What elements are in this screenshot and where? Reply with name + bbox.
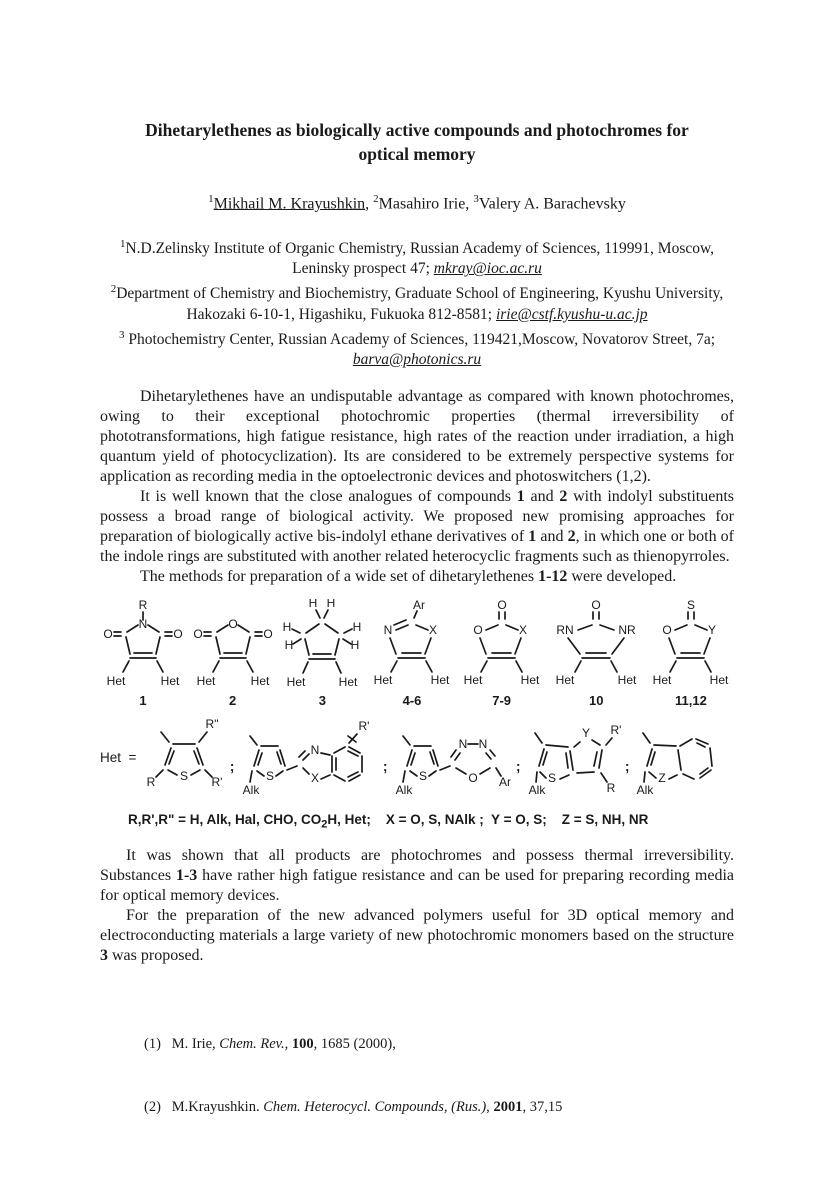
svg-text:H: H	[284, 637, 294, 652]
svg-text:H: H	[352, 619, 362, 634]
svg-text:Het: Het	[555, 672, 575, 687]
het-benzofused-drawing	[631, 712, 733, 804]
svg-text:Y: Y	[707, 622, 716, 637]
svg-text:R': R'	[610, 722, 622, 737]
text-run: Chem. Heterocycl. Compounds, (Rus.),	[263, 1099, 490, 1116]
svg-text:R": R"	[205, 716, 219, 731]
reference-1	[144, 1034, 734, 1055]
svg-text:Ar: Ar	[412, 598, 425, 612]
svg-text:H: H	[282, 619, 292, 634]
separator-semicolon: ;	[229, 757, 235, 774]
svg-text:N: N	[458, 736, 468, 751]
text-run: Department of Chemistry and Biochemistry, Graduate School of Engineering, Kyushu University, Hakozaki 6-10-1, Higashiku, Fukuoka 812-8581;	[116, 285, 724, 323]
svg-text:O: O	[472, 622, 483, 637]
text-run: 1-3	[175, 867, 198, 885]
text-run: 2	[373, 193, 379, 205]
text-run: 2	[559, 487, 568, 505]
svg-text:NR: NR	[618, 622, 636, 637]
svg-text:N: N	[478, 736, 488, 751]
structure-4-6-drawing	[369, 599, 455, 691]
het-thienothiophene-drawing	[522, 712, 624, 804]
svg-text:Y: Y	[582, 725, 591, 740]
structure-11-12-label: 11,12	[675, 692, 707, 708]
structure-7-9-lactone	[459, 599, 545, 708]
text-run: , 37,15	[522, 1099, 563, 1116]
text-run: 2	[321, 818, 328, 831]
structure-10-label: 10	[589, 692, 604, 708]
text-run: 3	[473, 193, 479, 205]
text-run: Chem. Rev.,	[219, 1036, 289, 1053]
text-run: 1-12	[538, 567, 568, 585]
svg-text:Z: Z	[658, 770, 666, 785]
svg-text:Het: Het	[338, 674, 358, 689]
svg-text:O: O	[662, 622, 672, 637]
affiliations-block	[100, 234, 734, 369]
svg-text:Het: Het	[196, 673, 215, 688]
text-run: , 1685 (2000),	[313, 1036, 396, 1053]
text-run: Dihetarylethenes have an undisputable advantage as compared with known photochromes, owing to their exceptional photochromic properties (thermal irreversibility of phototransformations, high fatigue resistance, high rates of the reaction under irradiation, a high quantum yield of photocyclization). Its are considered to be extremely perspective systems for application as recording media in the optoelectronic devices and photoswitchers (1,2).	[100, 387, 734, 485]
structure-11-12-thione	[648, 599, 734, 708]
text-run: 100	[291, 1036, 314, 1053]
svg-text:S: S	[419, 768, 428, 783]
structure-4-6-label: 4-6	[402, 692, 422, 708]
svg-text:Het: Het	[617, 672, 637, 687]
conclusions-body	[100, 846, 734, 966]
text-run: 1	[528, 527, 537, 545]
paragraph-biological-activity	[100, 487, 734, 567]
svg-text:Het: Het	[106, 673, 126, 688]
structure-3-label: 3	[318, 692, 326, 708]
svg-text:O: O	[192, 626, 203, 641]
text-run: Masahiro Irie,	[378, 195, 474, 213]
svg-text:O: O	[496, 598, 507, 612]
paragraph-methods	[100, 567, 734, 587]
paper-title: Dihetarylethenes as biologically active compounds and photochromes for optical memory	[145, 120, 689, 164]
references-block	[144, 992, 734, 1160]
structure-2-label: 2	[229, 692, 237, 708]
reference-2	[144, 1097, 734, 1118]
svg-text:Het: Het	[463, 672, 482, 687]
svg-text:X: X	[311, 770, 320, 785]
svg-text:S: S	[266, 768, 275, 783]
svg-text:N: N	[383, 622, 393, 637]
het-definitions-row	[100, 712, 734, 804]
svg-text:Het: Het	[160, 673, 180, 688]
svg-text:H: H	[308, 598, 318, 610]
email-barva[interactable]: barva@photonics.ru	[352, 350, 482, 368]
svg-text:RN: RN	[556, 622, 574, 637]
structure-3-drawing	[279, 599, 365, 691]
svg-text:Het: Het	[373, 672, 393, 687]
structures-figure	[100, 599, 734, 831]
svg-text:H: H	[350, 637, 360, 652]
abstract-body	[100, 387, 734, 587]
structure-10-drawing	[548, 599, 644, 691]
svg-text:S: S	[548, 770, 557, 785]
structures-row-1	[100, 599, 734, 708]
het-benzazole-drawing	[236, 712, 382, 804]
svg-text:X: X	[428, 622, 437, 637]
svg-text:R: R	[138, 598, 148, 612]
text-run: (2) M.Krayushkin.	[144, 1099, 264, 1116]
structure-1-label: 1	[139, 692, 147, 708]
text-run: 2001	[493, 1099, 523, 1116]
svg-text:X: X	[518, 622, 527, 637]
structure-10-imidazolinone	[548, 599, 644, 708]
authors-line	[100, 193, 734, 213]
svg-text:O: O	[103, 626, 113, 641]
svg-text:O: O	[468, 770, 478, 785]
text-run: 1	[208, 193, 214, 205]
separator-semicolon: ;	[382, 757, 388, 774]
affiliation-3	[100, 325, 734, 370]
text-run: 3	[100, 947, 108, 965]
separator-semicolon: ;	[515, 757, 521, 774]
svg-text:R: R	[606, 780, 616, 795]
separator-semicolon: ;	[624, 757, 630, 774]
text-run: were developed.	[567, 567, 677, 585]
svg-text:H: H	[326, 598, 336, 610]
structure-1-maleimide	[100, 599, 186, 708]
email-mkray[interactable]: mkray@ioc.ac.ru	[433, 260, 542, 278]
affiliation-1	[100, 234, 734, 279]
svg-text:Ar: Ar	[499, 774, 512, 789]
svg-text:O: O	[262, 626, 273, 641]
text-run: with indolyl substituents possess a broad range of biological activity. We proposed new promising approaches for preparation of biologically active bis-indolyl ethane derivatives of	[100, 487, 735, 545]
text-run: was proposed.	[108, 947, 204, 965]
paragraph-advantages	[100, 387, 734, 487]
text-run: , in which one or both of the indole rings are substituted with another related heterocyclic fragments such as thienopyrroles.	[100, 527, 735, 565]
svg-text:Alk: Alk	[528, 782, 546, 797]
paragraph-photochromes	[100, 846, 734, 906]
text-run: ,	[365, 195, 374, 213]
affiliation-2	[100, 279, 734, 324]
het-oxadiazole-drawing	[389, 712, 515, 804]
structure-7-9-drawing	[459, 599, 545, 691]
text-run: (1) M. Irie,	[144, 1036, 220, 1053]
svg-text:Alk: Alk	[636, 782, 654, 797]
figure-legend	[128, 812, 734, 831]
svg-text:O: O	[591, 598, 601, 612]
text-run: N.D.Zelinsky Institute of Organic Chemistry, Russian Academy of Sciences, 119991, Moscow, Leninsky prospect 47;	[125, 240, 715, 278]
svg-text:Het: Het	[250, 673, 269, 688]
text-run: Mikhail M. Krayushkin	[213, 195, 366, 213]
text-run: 1	[516, 487, 525, 505]
text-run: For the preparation of the new advanced polymers useful for 3D optical memory and electroconducting materials a large variety of new photochromic monomers based on the structure	[100, 907, 734, 945]
text-run: It is well known that the close analogues of compounds	[140, 487, 517, 505]
structure-11-12-drawing	[648, 599, 734, 691]
text-run: have rather high fatigue resistance and can be used for preparing recording media for optical memory devices.	[100, 867, 735, 905]
svg-text:Het: Het	[430, 672, 450, 687]
text-run: 1	[119, 238, 126, 251]
text-run: R,R',R" = H, Alk, Hal, CHO, CO	[128, 811, 322, 827]
svg-text:S: S	[686, 598, 695, 612]
svg-text:Alk: Alk	[242, 782, 260, 797]
text-run: 2	[567, 527, 576, 545]
svg-text:N: N	[138, 616, 148, 631]
svg-text:R: R	[146, 774, 156, 789]
svg-text:R': R'	[211, 774, 223, 789]
svg-text:S: S	[180, 768, 189, 783]
svg-text:N: N	[310, 742, 320, 757]
email-irie[interactable]: irie@cstf.kyushu-u.ac.jp	[495, 305, 648, 323]
svg-text:O: O	[173, 626, 183, 641]
text-run: Valery A. Barachevsky	[478, 195, 626, 213]
structure-4-6-azole	[369, 599, 455, 708]
het-thiophene-drawing	[139, 712, 229, 804]
het-equals-label: Het =	[100, 750, 137, 766]
structure-1-drawing	[100, 599, 186, 691]
structure-3-cyclopentene	[279, 599, 365, 708]
text-run: and	[524, 487, 560, 505]
svg-text:Het: Het	[286, 674, 306, 689]
text-run: 2	[110, 283, 117, 296]
structure-2-drawing	[190, 599, 276, 691]
svg-text:Het: Het	[652, 672, 672, 687]
paragraph-polymers	[100, 906, 734, 966]
svg-text:Het: Het	[520, 672, 539, 687]
text-run: Photochemistry Center, Russian Academy of Sciences, 119421,Moscow, Novatorov Street, 7a;	[124, 330, 716, 348]
text-run: H, Het; X = O, S, NAlk ; Y = O, S; Z = S, NH, NR	[327, 811, 649, 827]
text-run: The methods for preparation of a wide set of dihetarylethenes	[140, 567, 539, 585]
text-run: It was shown that all products are photochromes and possess thermal irreversibility. Substances	[100, 847, 734, 885]
svg-text:R': R'	[358, 718, 370, 733]
structure-7-9-label: 7-9	[492, 692, 512, 708]
svg-text:Het: Het	[709, 672, 729, 687]
svg-text:O: O	[227, 616, 238, 631]
text-run: 3	[118, 328, 125, 341]
svg-text:Alk: Alk	[395, 782, 413, 797]
structure-2-anhydride	[190, 599, 276, 708]
text-run: and	[536, 527, 568, 545]
